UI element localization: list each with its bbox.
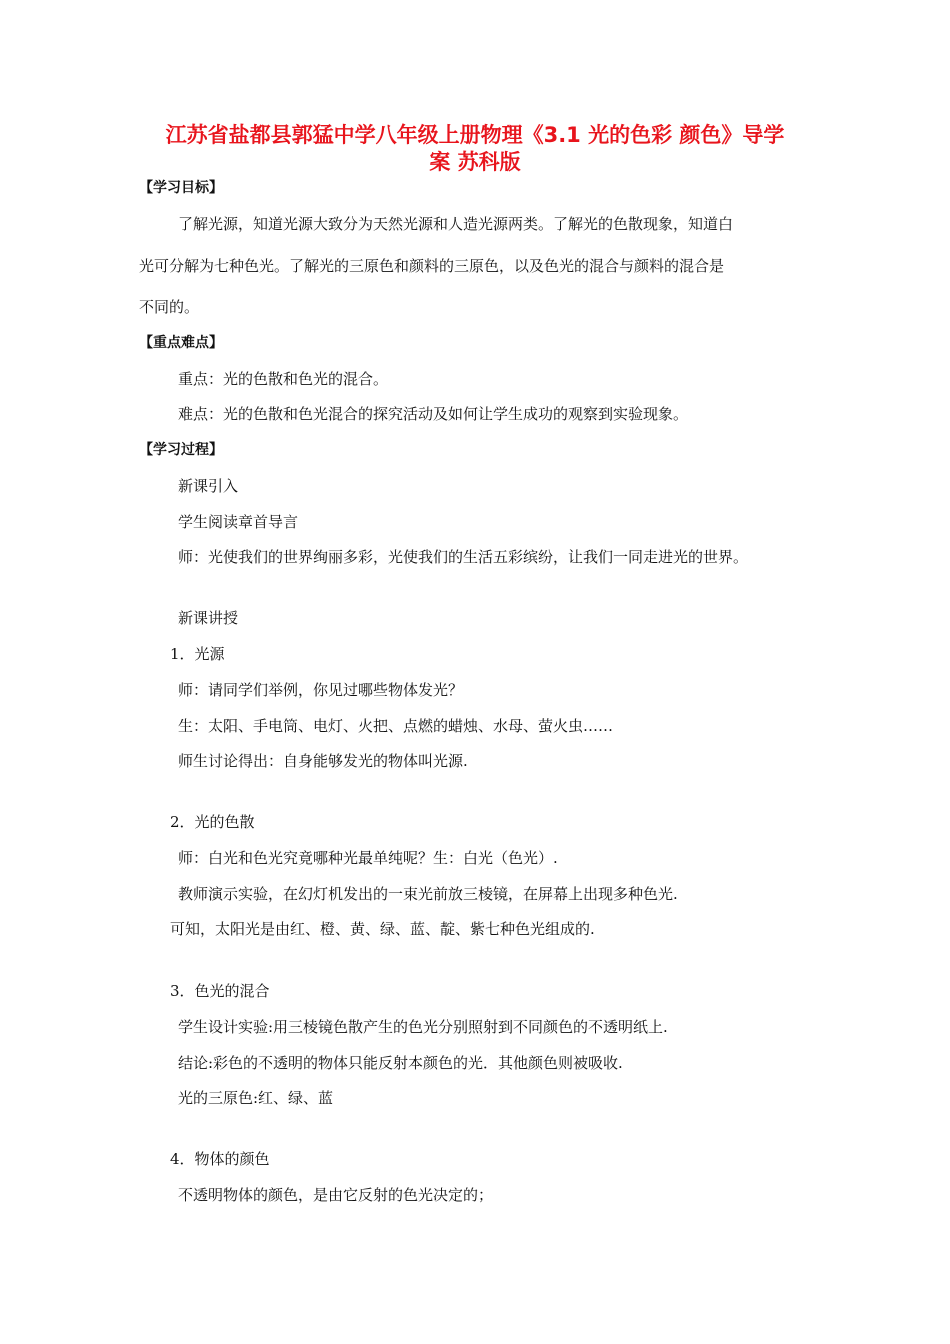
document-title <box>120 122 830 176</box>
intro-line-1: 新课引入 <box>178 477 239 495</box>
lecture-label: 新课讲授 <box>178 609 239 627</box>
goals-line-2: 光可分解为七种色光。了解光的三原色和颜料的三原色，以及色光的混合与颜料的混合是 <box>139 257 725 275</box>
section-1-line-1: 师：请同学们举例，你见过哪些物体发光？ <box>178 681 464 699</box>
heading-keypoints: 【重点难点】 <box>139 335 223 351</box>
section-1-line-2: 生：太阳、手电筒、电灯、火把、点燃的蜡烛、水母、萤火虫…… <box>178 717 614 735</box>
keypoint-key: 重点：光的色散和色光的混合。 <box>178 370 389 388</box>
section-2-line-3: 可知，太阳光是由红、橙、黄、绿、蓝、靛、紫七种色光组成的. <box>170 920 595 938</box>
section-3-line-1: 学生设计实验:用三棱镜色散产生的色光分别照射到不同颜色的不透明纸上. <box>178 1018 668 1036</box>
section-2-line-2: 教师演示实验，在幻灯机发出的一束光前放三棱镜，在屏幕上出现多种色光. <box>178 885 678 903</box>
section-3-line-3: 光的三原色:红、绿、蓝 <box>178 1089 334 1107</box>
section-2-line-1: 师：白光和色光究竟哪种光最单纯呢？生：白光（色光）. <box>178 849 558 867</box>
title-line-1: 江苏省盐都县郭猛中学八年级上册物理《3.1 光的色彩 颜色》导学 <box>165 123 785 147</box>
section-4-line-1: 不透明物体的颜色，是由它反射的色光决定的； <box>178 1186 494 1204</box>
goals-line-1: 了解光源，知道光源大致分为天然光源和人造光源两类。了解光的色散现象，知道白 <box>178 215 734 233</box>
keypoint-difficult: 难点：光的色散和色光混合的探究活动及如何让学生成功的观察到实验现象。 <box>178 405 689 423</box>
section-4-title: 4．物体的颜色 <box>170 1150 270 1168</box>
heading-goals: 【学习目标】 <box>139 180 223 196</box>
heading-process: 【学习过程】 <box>139 442 223 458</box>
section-3-title: 3．色光的混合 <box>170 982 270 1000</box>
section-2-title: 2．光的色散 <box>170 813 255 831</box>
section-1-line-3: 师生讨论得出：自身能够发光的物体叫光源. <box>178 752 468 770</box>
section-3-line-2: 结论:彩色的不透明的物体只能反射本颜色的光．其他颜色则被吸收. <box>178 1054 623 1072</box>
intro-line-2: 学生阅读章首导言 <box>178 513 299 531</box>
title-line-2: 案 苏科版 <box>429 150 521 174</box>
section-1-title: 1．光源 <box>170 645 225 663</box>
intro-line-3: 师：光使我们的世界绚丽多彩，光使我们的生活五彩缤纷，让我们一同走进光的世界。 <box>178 548 749 566</box>
goals-line-3: 不同的。 <box>139 298 200 316</box>
